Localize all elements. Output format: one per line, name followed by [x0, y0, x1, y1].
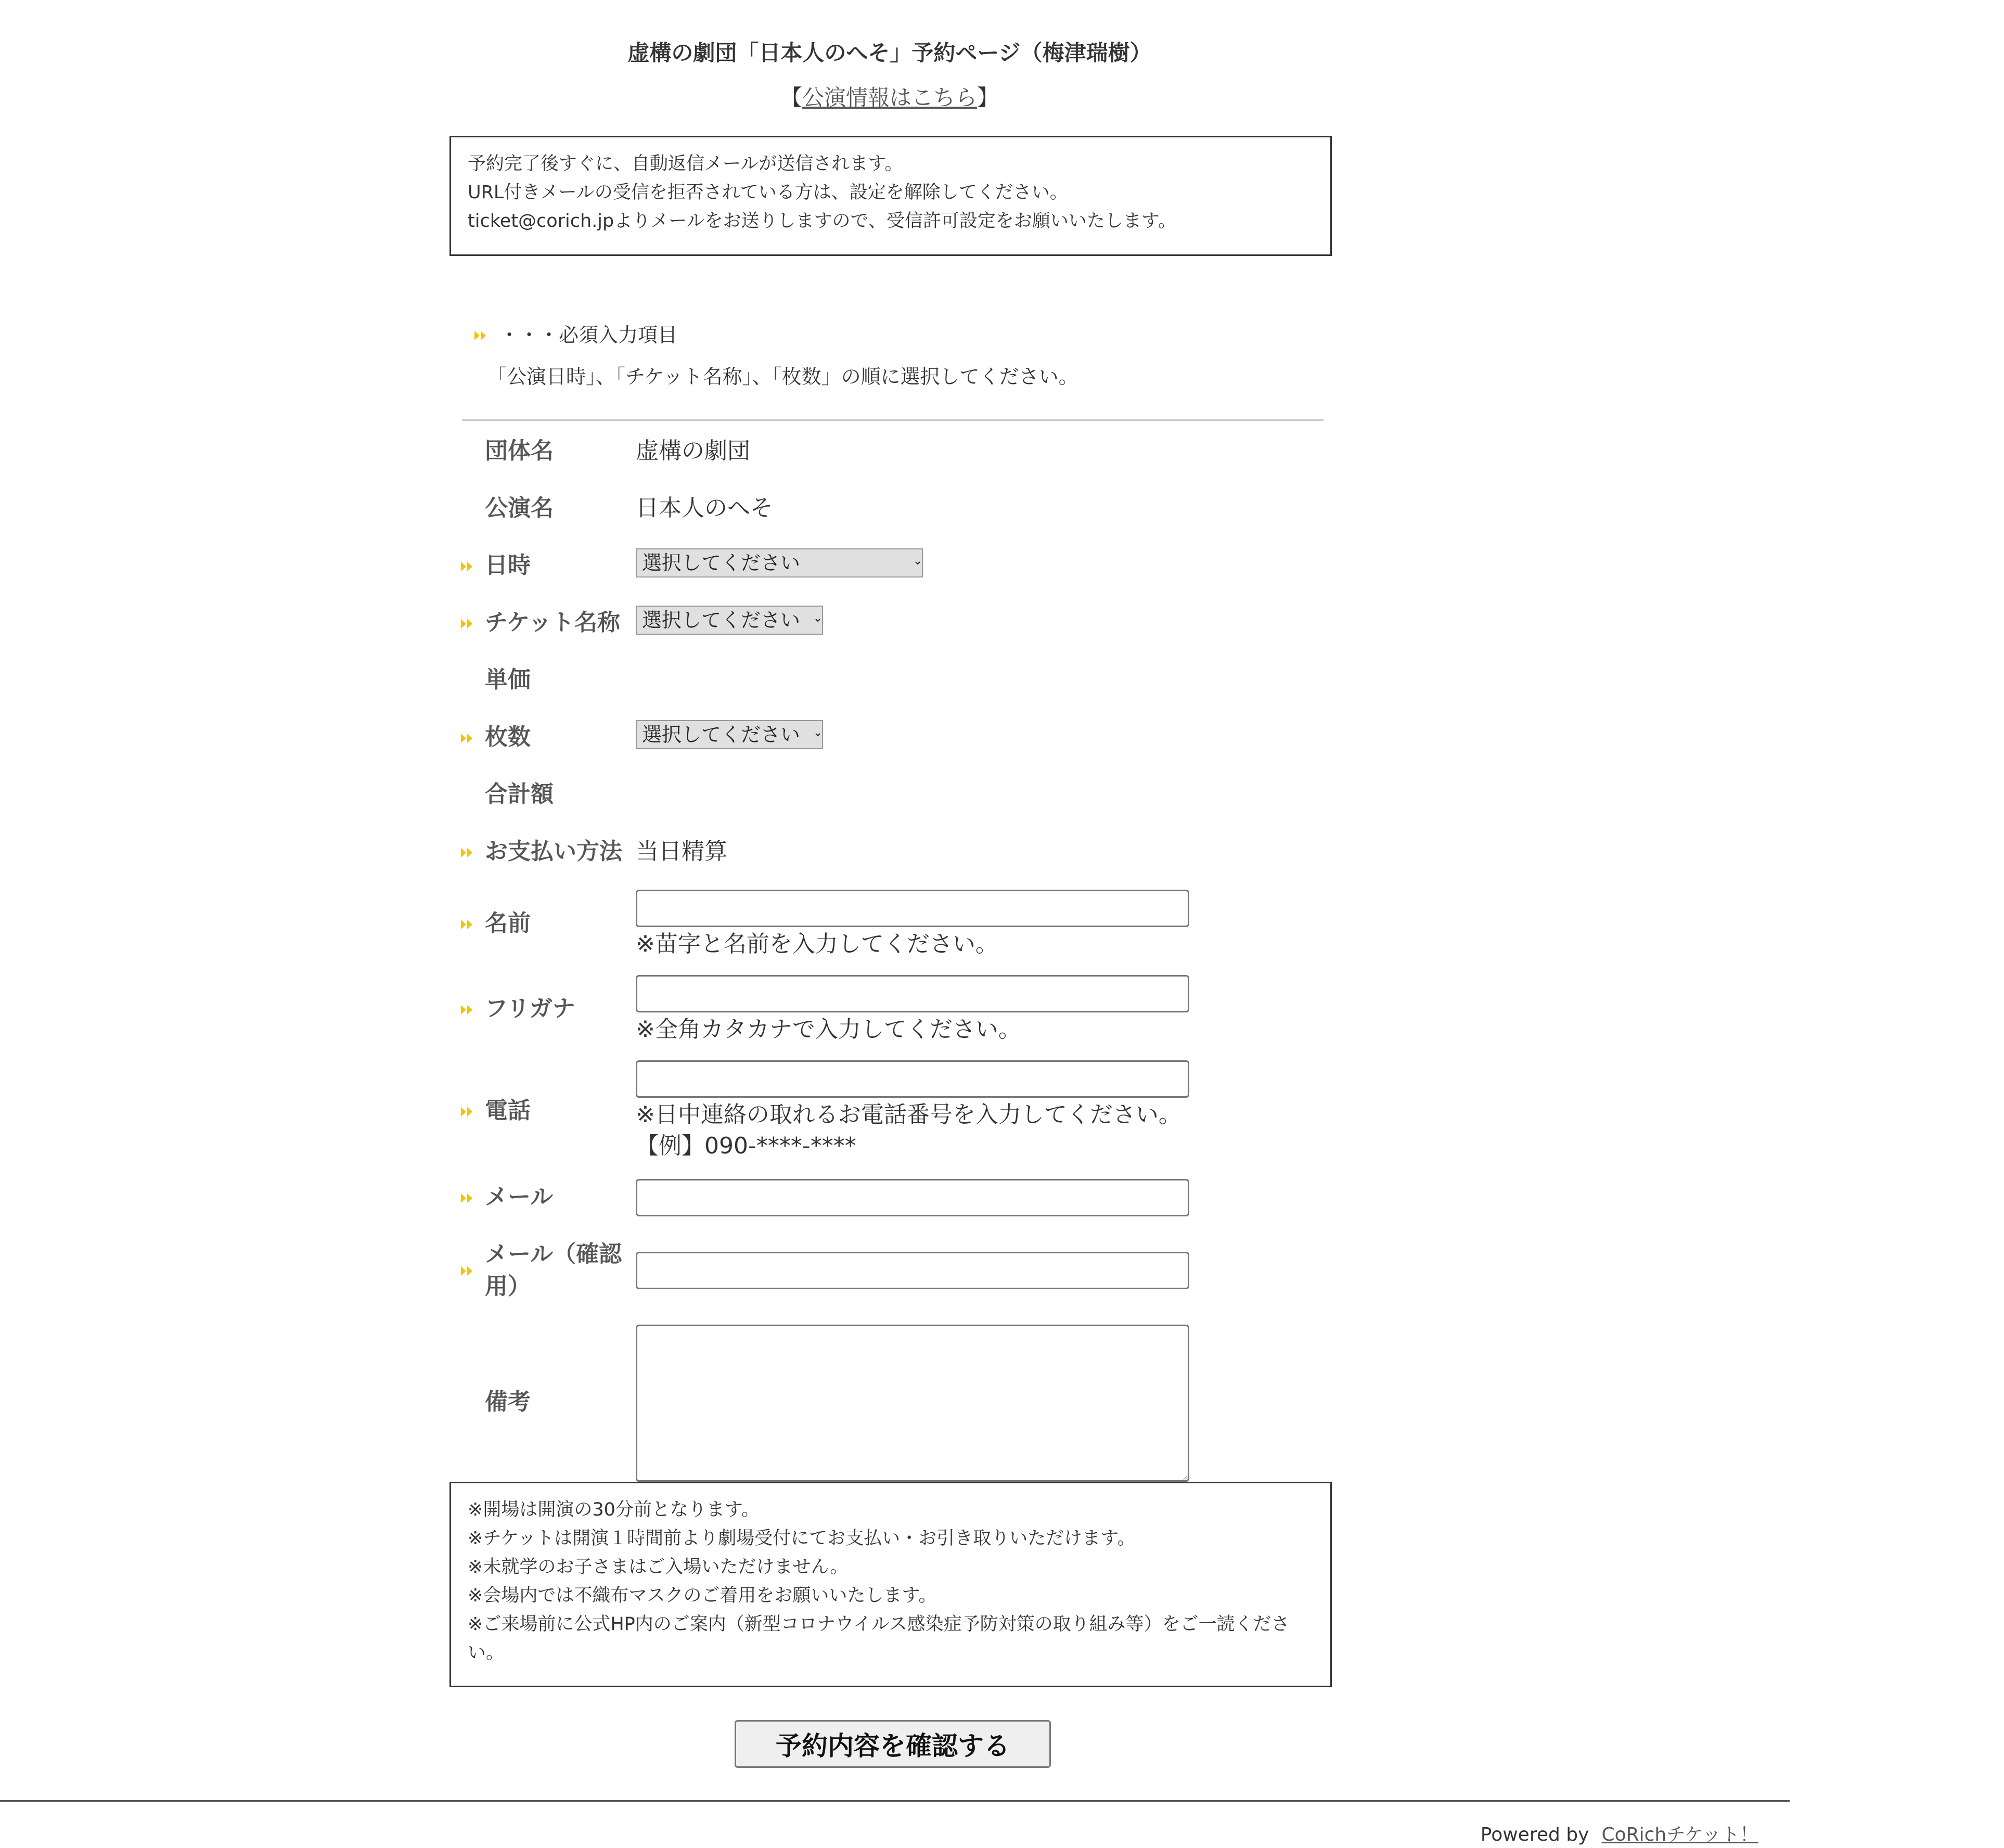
- name-input[interactable]: [636, 890, 1189, 927]
- performance-info-link[interactable]: 公演情報はこちら: [802, 85, 977, 110]
- remarks-textarea[interactable]: [636, 1325, 1189, 1482]
- email-notice-box: [449, 136, 1332, 256]
- furigana-note: ※全角カタカナで入力してください。: [636, 1016, 1021, 1043]
- required-marker-icon: [474, 330, 487, 341]
- furigana-input[interactable]: [636, 975, 1189, 1012]
- email-confirm-input[interactable]: [636, 1252, 1189, 1289]
- notice-line: ※ご来場前に公式HP内のご案内（新型コロナウイルス感染症予防対策の取り組み等）をご一読ください。: [468, 1614, 1290, 1663]
- required-legend: ・・・必須入力項目: [499, 324, 678, 346]
- required-marker-icon: [461, 1004, 473, 1016]
- payment-method-value: 当日精算: [636, 838, 727, 865]
- name-note: ※苗字と名前を入力してください。: [636, 931, 998, 957]
- email-label: メール: [485, 1184, 554, 1210]
- notice-line: ticket@corich.jpよりメールをお送りしますので、受信許可設定をお願いいたします。: [468, 211, 1177, 232]
- notice-line: ※会場内では不織布マスクのご着用をお願いいたします。: [468, 1585, 937, 1606]
- unit-price-label: 単価: [485, 666, 531, 693]
- payment-method-label: お支払い方法: [485, 838, 622, 865]
- performance-info-line: [0, 77, 1779, 119]
- notice-line: ※未就学のお子さまはご入場いただけません。: [468, 1557, 849, 1577]
- show-name-value: 日本人のへそ: [636, 495, 773, 521]
- quantity-select[interactable]: [636, 720, 823, 749]
- confirm-reservation-button[interactable]: 予約内容を確認する: [735, 1720, 1051, 1768]
- corich-link[interactable]: CoRichチケット！: [1601, 1824, 1758, 1845]
- email-input[interactable]: [636, 1179, 1189, 1216]
- notice-line: 予約完了後すぐに、自動返信メールが送信されます。: [468, 153, 903, 174]
- required-marker-icon: [461, 1192, 473, 1204]
- form-divider: [462, 419, 1324, 421]
- phone-input[interactable]: [636, 1060, 1189, 1098]
- required-marker-icon: [461, 1106, 473, 1118]
- powered-by-text: Powered by: [1480, 1824, 1589, 1845]
- name-label: 名前: [485, 910, 531, 936]
- bracket-open: 【: [780, 85, 802, 110]
- group-name-value: 虚構の劇団: [636, 438, 750, 464]
- ticket-name-select[interactable]: [636, 606, 823, 635]
- selection-instruction: 「公演日時」、「チケット名称」、「枚数」の順に選択してください。: [487, 365, 1078, 388]
- required-marker-icon: [461, 618, 473, 630]
- email-confirm-label: メール（確認用）: [485, 1241, 622, 1300]
- furigana-label: フリガナ: [485, 995, 575, 1022]
- group-name-label: 団体名: [485, 438, 554, 464]
- bracket-close: 】: [977, 85, 999, 110]
- notice-line: ※開場は開演の30分前となります。: [468, 1499, 760, 1520]
- required-marker-icon: [461, 561, 473, 572]
- datetime-select[interactable]: [636, 548, 923, 578]
- required-marker-icon: [461, 733, 473, 744]
- datetime-label: 日時: [485, 552, 531, 579]
- total-label: 合計額: [485, 781, 554, 807]
- ticket-name-label: チケット名称: [485, 609, 621, 636]
- phone-label: 電話: [485, 1097, 531, 1124]
- notice-line: URL付きメールの受信を拒否されている方は、設定を解除してください。: [468, 182, 1068, 203]
- required-marker-icon: [461, 919, 473, 930]
- required-marker-icon: [461, 1265, 473, 1277]
- quantity-label: 枚数: [485, 724, 531, 750]
- notice-line: ※チケットは開演１時間前より劇場受付にてお支払い・お引き取りいただけます。: [468, 1528, 1136, 1549]
- required-marker-icon: [461, 847, 473, 858]
- phone-note: ※日中連絡の取れるお電話番号を入力してください。: [636, 1101, 1181, 1128]
- footer: [1481, 1822, 1758, 1848]
- phone-example: 【例】090-****-****: [636, 1133, 856, 1159]
- footer-divider: [0, 1800, 1790, 1802]
- show-name-label: 公演名: [485, 495, 554, 521]
- remarks-label: 備考: [485, 1389, 531, 1415]
- page-title: 虚構の劇団「日本人のへそ」予約ページ（梅津瑞樹）: [627, 40, 1152, 66]
- venue-notice-box: [449, 1482, 1332, 1687]
